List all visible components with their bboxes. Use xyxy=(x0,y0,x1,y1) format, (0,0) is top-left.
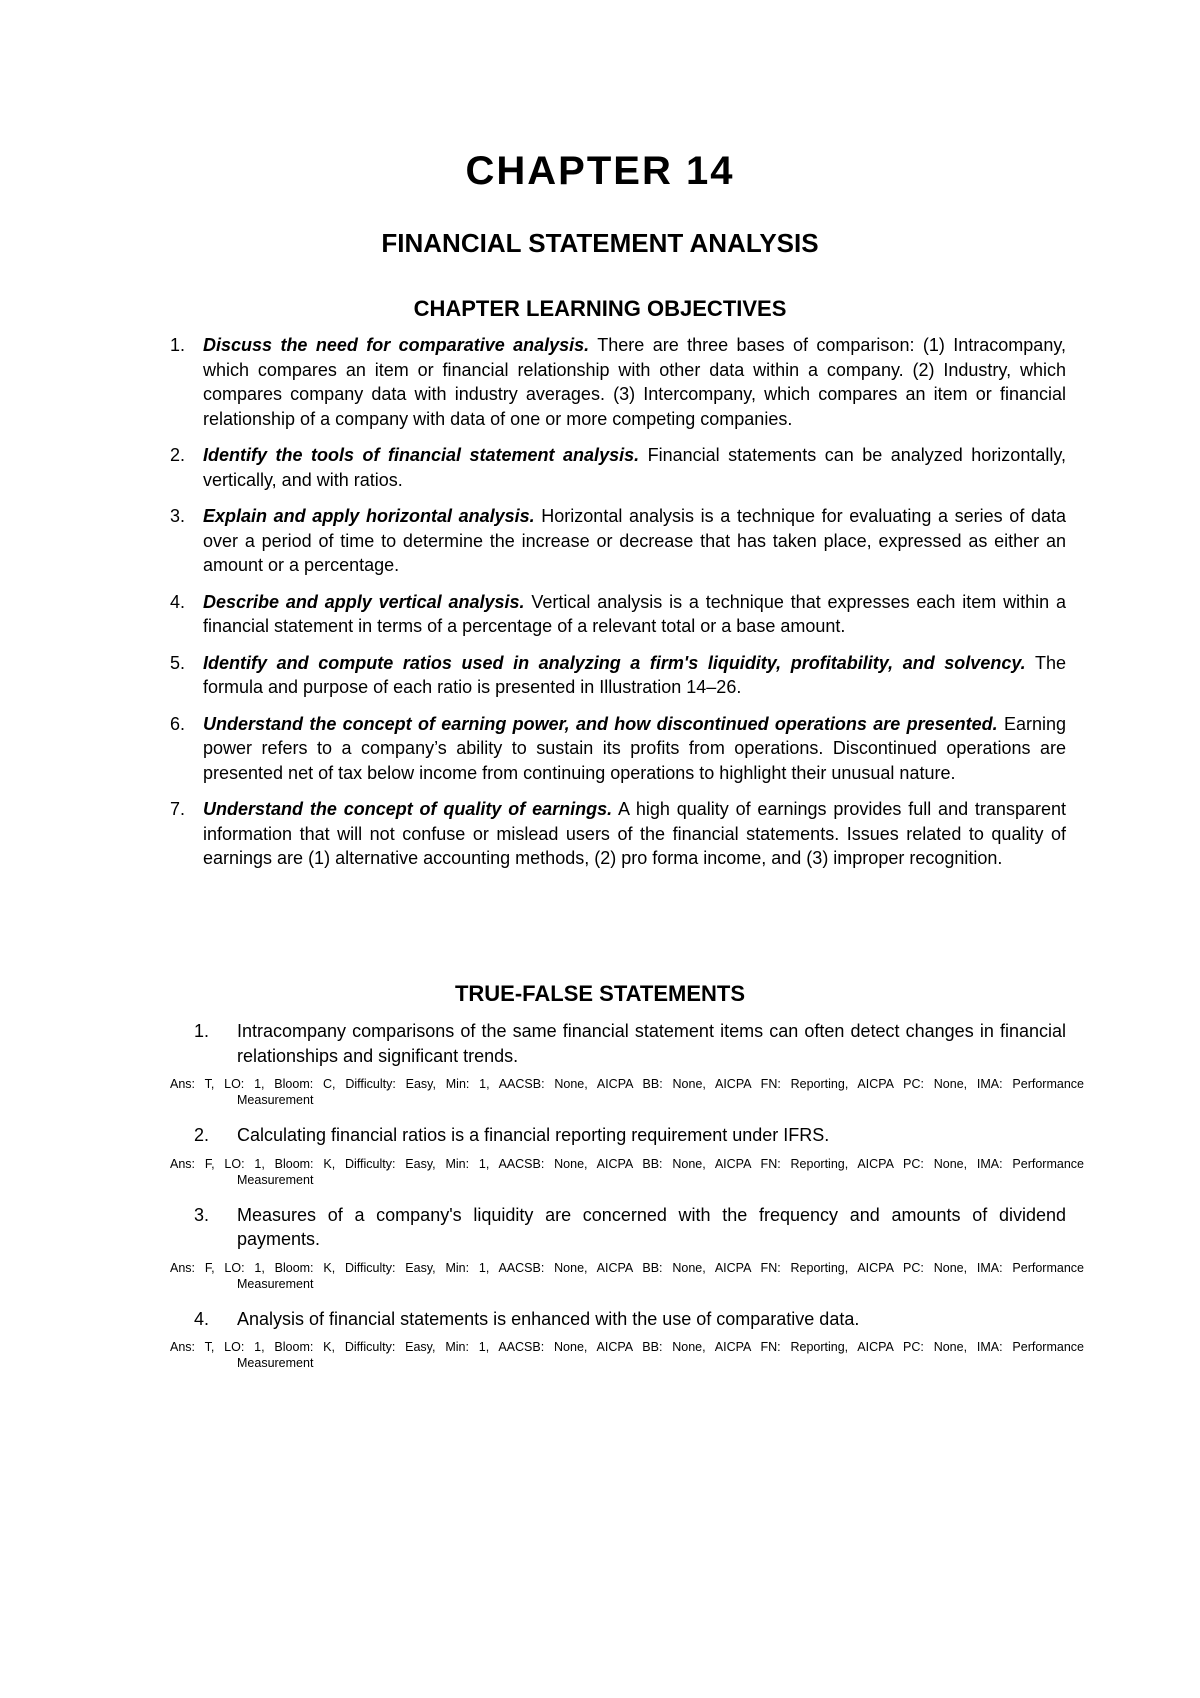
true-false-item xyxy=(170,1019,1084,1108)
objective-item xyxy=(170,651,1066,700)
objectives-heading: CHAPTER LEARNING OBJECTIVES xyxy=(413,296,787,321)
true-false-item xyxy=(170,1203,1084,1292)
objective-lead: Identify the tools of financial statement analysis. xyxy=(203,445,640,465)
tf-answer-meta-continuation: Measurement xyxy=(237,1172,314,1187)
chapter-title: CHAPTER 14 xyxy=(465,149,735,193)
objective-number: 1. xyxy=(170,335,186,355)
tf-answer-meta xyxy=(170,1260,1084,1292)
tf-answer-meta-line: Ans: T, LO: 1, Bloom: K, Difficulty: Easy, Min: 1, AACSB: None, AICPA BB: None, AICPA FN: Reporting, AICPA PC: None, IMA: Performance xyxy=(170,1340,1084,1354)
tf-answer-meta-continuation: Measurement xyxy=(237,1093,314,1107)
objective-item xyxy=(170,504,1066,578)
objective-text: Financial statements can be analyzed horizontally, vertically, and with ratios. xyxy=(203,445,1067,490)
tf-answer-meta-continuation: Measurement xyxy=(237,1276,314,1291)
tf-question xyxy=(170,1203,1084,1252)
objective-text: A high quality of earnings provides full and transparent information that will not confuse or mislead users of the financial statements. Issues related to quality of earnings are (1) alternative accounting methods, (2) pro forma income, and (3) improper recognition. xyxy=(203,799,1066,868)
objective-number: 6. xyxy=(170,713,186,734)
tf-question-text: Calculating financial ratios is a financial reporting requirement under IFRS. xyxy=(237,1125,830,1145)
tf-question-text: Measures of a company's liquidity are concerned with the frequency and amounts of dividend payments. xyxy=(237,1204,1066,1249)
objective-lead: Explain and apply horizontal analysis. xyxy=(203,506,535,526)
objective-item xyxy=(170,797,1066,871)
tf-question-number: 3. xyxy=(194,1204,210,1225)
objective-text: Horizontal analysis is a technique for evaluating a series of data over a period of time to determine the increase or decrease that has taken place, expressed as either an amount or a percentage. xyxy=(203,506,1066,575)
tf-question xyxy=(170,1019,1084,1068)
true-false-item xyxy=(170,1307,1084,1372)
objective-lead: Discuss the need for comparative analysis. xyxy=(203,335,590,355)
objective-item xyxy=(170,443,1066,492)
objective-number: 5. xyxy=(170,652,186,673)
true-false-item xyxy=(170,1123,1084,1188)
tf-answer-meta xyxy=(170,1156,1084,1188)
tf-question xyxy=(170,1123,1084,1148)
tf-answer-meta-line: Ans: T, LO: 1, Bloom: C, Difficulty: Easy, Min: 1, AACSB: None, AICPA BB: None, AICPA FN: Reporting, AICPA PC: None, IMA: Performance xyxy=(170,1077,1084,1091)
objective-text: Vertical analysis is a technique that expresses each item within a financial statement in terms of a percentage of a relevant total or a base amount. xyxy=(203,591,1066,636)
tf-question-number: 2. xyxy=(194,1125,210,1145)
objective-lead: Identify and compute ratios used in analyzing a firm's liquidity, profitability, and solvency. xyxy=(203,652,1026,673)
objective-number: 3. xyxy=(170,506,186,526)
tf-answer-meta xyxy=(170,1076,1084,1108)
tf-question-text: Intracompany comparisons of the same financial statement items can often detect changes in financial relationships and significant trends. xyxy=(237,1021,1066,1066)
objective-text: Earning power refers to a company’s ability to sustain its profits from operations. Discontinued operations are presented net of tax below income from continuing operations to highlight their unusual nature. xyxy=(203,713,1067,783)
objective-text: The formula and purpose of each ratio is presented in Illustration 14–26. xyxy=(203,652,1066,697)
objective-number: 7. xyxy=(170,799,186,819)
true-false-heading: TRUE-FALSE STATEMENTS xyxy=(454,981,746,1006)
tf-question-number: 4. xyxy=(194,1308,210,1329)
chapter-subtitle: FINANCIAL STATEMENT ANALYSIS xyxy=(381,228,819,258)
objective-number: 2. xyxy=(170,445,186,465)
true-false-list xyxy=(170,1019,1084,1386)
objective-lead: Describe and apply vertical analysis. xyxy=(203,591,525,612)
tf-question-number: 1. xyxy=(194,1021,210,1041)
objective-lead: Understand the concept of earning power, and how discontinued operations are presented. xyxy=(203,713,998,734)
tf-answer-meta-line: Ans: F, LO: 1, Bloom: K, Difficulty: Easy, Min: 1, AACSB: None, AICPA BB: None, AICPA FN: Reporting, AICPA PC: None, IMA: Performance xyxy=(170,1156,1084,1171)
tf-question-text: Analysis of financial statements is enhanced with the use of comparative data. xyxy=(237,1308,860,1329)
objective-item xyxy=(170,333,1066,431)
tf-answer-meta xyxy=(170,1339,1084,1371)
tf-answer-meta-continuation: Measurement xyxy=(237,1356,314,1370)
tf-question xyxy=(170,1307,1084,1332)
objective-item xyxy=(170,712,1066,786)
objective-item xyxy=(170,590,1066,639)
objectives-list xyxy=(170,333,1066,883)
objective-number: 4. xyxy=(170,591,186,612)
objective-text: There are three bases of comparison: (1) Intracompany, which compares an item or financial relationship with other data within a company. (2) Industry, which compares company data with industry averages. (3) Intercompany, which compares an item or financial relationship of a company with data of one or more competing companies. xyxy=(203,335,1066,429)
tf-answer-meta-line: Ans: F, LO: 1, Bloom: K, Difficulty: Easy, Min: 1, AACSB: None, AICPA BB: None, AICPA FN: Reporting, AICPA PC: None, IMA: Performance xyxy=(170,1260,1084,1275)
objective-lead: Understand the concept of quality of earnings. xyxy=(203,799,613,819)
